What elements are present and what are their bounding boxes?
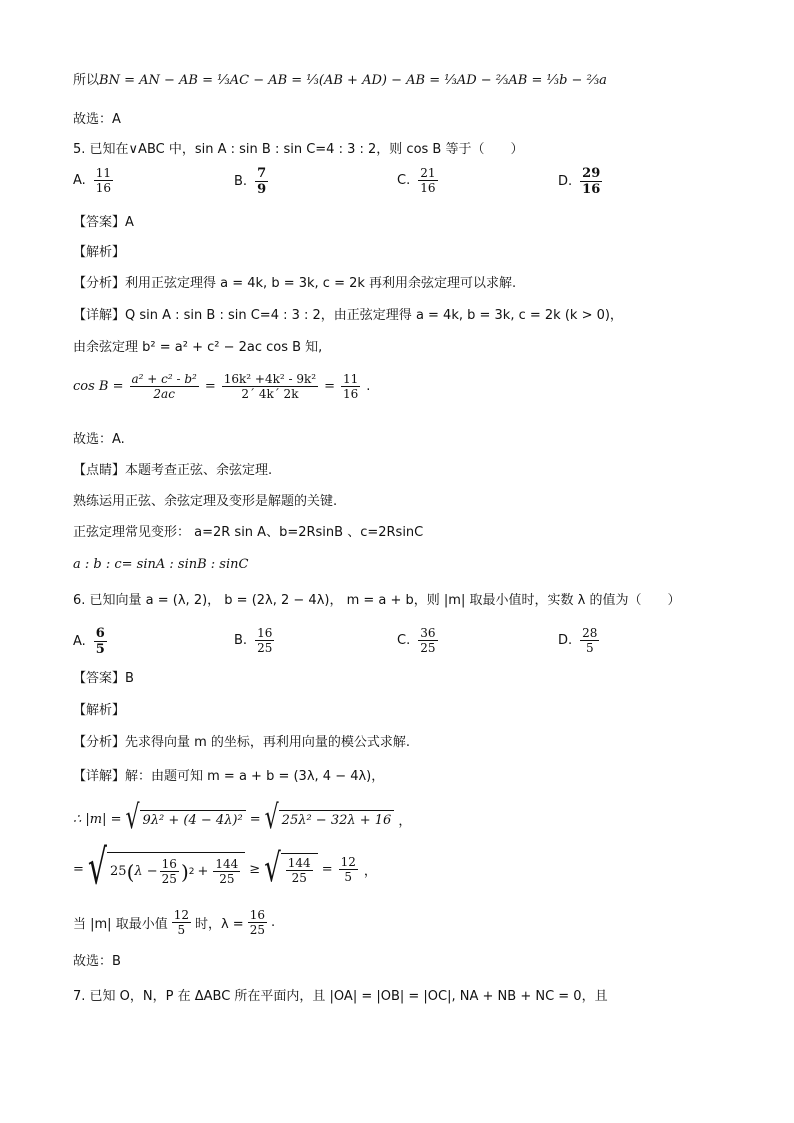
q6-option-c: C. $\frac{36}{25}$: [397, 626, 436, 655]
q5-answer-2: 故选：A.: [73, 432, 125, 447]
q5-option-b: B. $\frac{7}{9}$: [234, 166, 267, 197]
q6-option-a: A. $\frac{6}{5}$: [73, 626, 105, 657]
q5-cosine-rule: 由余弦定理 b² = a² + c² − 2ac cos B 知,: [73, 340, 323, 355]
q6-option-d: D. $\frac{28}{5}$: [558, 626, 598, 655]
q5-note-3: a : b : c= sinA : sinB : sinC: [73, 557, 249, 572]
q6-answer-2: 故选：B: [73, 954, 121, 969]
q5-stem: 5. 已知在∨ABC 中，sin A : sin B : sin C=4 : 3 : 2，则 cos B 等于（ ）: [73, 142, 524, 157]
q6-fenxi: 【分析】先求得向量 m 的坐标，再利用向量的模公式求解.: [73, 735, 411, 750]
q5-note-2: 正弦定理常见变形： a=2R sin A、b=2RsinB 、c=2RsinC: [73, 525, 424, 540]
q5-option-d: D. $\frac{29}{16}$: [558, 166, 601, 197]
q6-step-3: 当 |m| 取最小值 $\frac{12}{5}$ 时，λ = $\frac{16}{25}$ .: [73, 908, 276, 937]
q5-analysis-heading: 【解析】: [73, 245, 126, 260]
sqrt-4: √ $\frac{144}{25}$: [264, 853, 317, 885]
q5-xiangjie: 【详解】Q sin A : sin B : sin C=4 : 3 : 2，由正弦定理得 a = 4k, b = 3k, c = 2k (k > 0)，: [73, 308, 623, 323]
q5-cosb-formula: cos B = $\frac{\text{a² + c² - b²}}{2ac}$ = $\frac{\text{16k² +4k² - 9k²}}{\text{2ˊ 4kˊ 2k}}$ = $\frac{11}{16}$ .: [73, 372, 371, 401]
sqrt-3: √ 25 ( λ − $\frac{16}{25}$ ) 2 + $\frac{144}{25}$: [88, 852, 245, 886]
q6-step-2: = √ 25 ( λ − $\frac{16}{25}$ ) 2 + $\frac{144}{25}$ ≥ √ $\frac{144}{25}$ = $\frac{12}{5}$ ，: [73, 840, 377, 897]
sqrt-2: √ 25λ² − 32λ + 16: [265, 808, 395, 830]
q4-answer: 故选：A: [73, 112, 121, 127]
q7-stem: 7. 已知 O，N，P 在 ΔABC 所在平面内，且 |OA| = |OB| = |OC|, NA + NB + NC = 0，且: [73, 989, 608, 1004]
q6-xiangjie: 【详解】解：由题可知 m = a + b = (3λ, 4 − 4λ)，: [73, 769, 385, 784]
q6-option-b: B. $\frac{16}{25}$: [234, 626, 273, 655]
q6-stem: 6. 已知向量 a = (λ, 2)， b = (2λ, 2 − 4λ)， m = a + b，则 |m| 取最小值时，实数 λ 的值为（ ）: [73, 593, 681, 608]
q4-vector-equation: 所以BN = AN − AB = ⅓AC − AB = ⅓(AB + AD) − AB = ⅓AD − ⅔AB = ⅓b − ⅔a: [73, 73, 607, 88]
q6-answer: 【答案】B: [73, 671, 134, 686]
q5-fenxi: 【分析】利用正弦定理得 a = 4k, b = 3k, c = 2k 再利用余弦定理可以求解.: [73, 276, 517, 291]
q5-answer: 【答案】A: [73, 215, 134, 230]
q5-note-1: 熟练运用正弦、余弦定理及变形是解题的关键.: [73, 494, 338, 509]
q5-dianjing: 【点睛】本题考查正弦、余弦定理.: [73, 463, 273, 478]
q6-step-1: ∴ |m| = √ 9λ² + (4 − 4λ)² = √ 25λ² − 32λ + 16 ，: [73, 799, 412, 837]
q6-analysis-heading: 【解析】: [73, 703, 126, 718]
q5-option-a: A. $\frac{11}{16}$: [73, 166, 112, 195]
q5-option-c: C. $\frac{21}{16}$: [397, 166, 436, 195]
sqrt-1: √ 9λ² + (4 − 4λ)²: [126, 808, 246, 830]
